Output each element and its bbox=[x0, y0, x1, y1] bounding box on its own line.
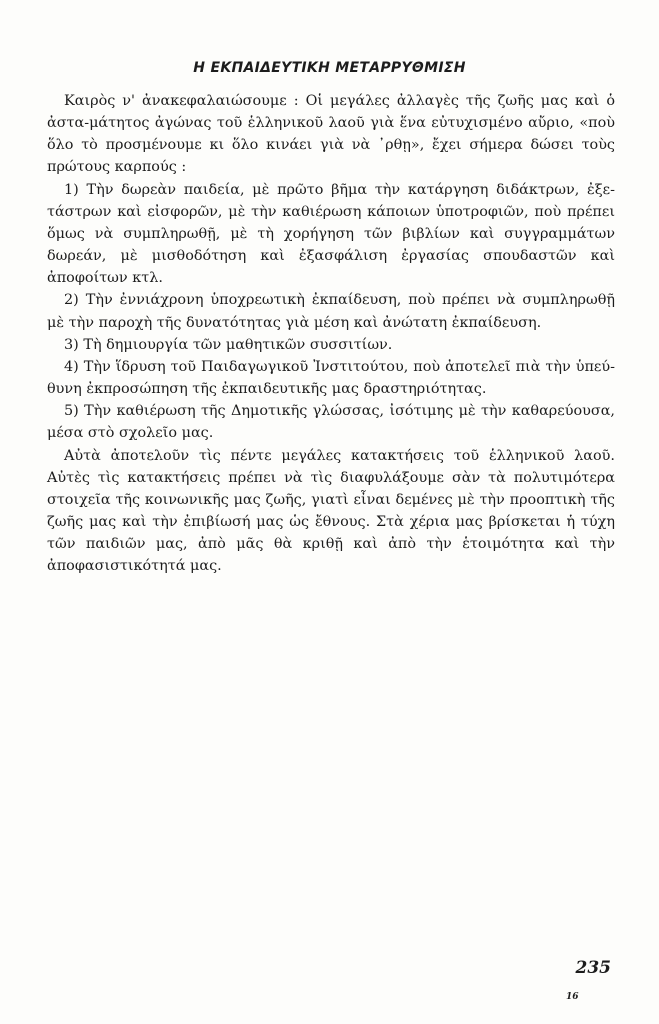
page-title: Η ΕΚΠΑΙΔΕΥΤΙΚΗ ΜΕΤΑΡΡΥΘΜΙΣΗ bbox=[193, 60, 466, 76]
paragraph-item-4: 4) Τὴν ἵδρυση τοῦ Παιδαγωγικοῦ Ἰνστιτούτου, ποὺ ἀποτελεῖ πιὰ τὴν ὑπεύ-θυνη ἐκπροσώπηση τῆς ἐκπαιδευτικῆς μας δραστηριότητας. bbox=[47, 358, 615, 398]
body-text bbox=[47, 90, 615, 577]
paragraph-item-5: 5) Τὴν καθιέρωση τῆς Δημοτικῆς γλώσσας, ἰσότιμης μὲ τὴν καθαρεύουσα, μέσα στὸ σχολεῖο μας. bbox=[47, 403, 615, 442]
paragraph-intro: Καιρὸς ν' ἀνακεφαλαιώσουμε : Οἱ μεγάλες ἀλλαγὲς τῆς ζωῆς μας καὶ ὁ ἀστα-μάτητος ἀγώνας τοῦ ἑλληνικοῦ λαοῦ γιὰ ἕνα εὐτυχισμένο αὔριο, «ποὺ ὅλο τὸ προσμένουμε κι ὅλο κινάει γιὰ νὰ ᾽ρθῃ», ἔχει σήμερα δώσει τοὺς πρώτους καρπούς : bbox=[47, 93, 615, 176]
paragraph-item-1: 1) Τὴν δωρεὰν παιδεία, μὲ πρῶτο βῆμα τὴν κατάργηση διδάκτρων, ἐξε-τάστρων καὶ εἰσφορῶν, μὲ τὴν καθιέρωση κάποιων ὑποτροφιῶν, ποὺ πρέπει ὅμως νὰ συμπληρωθῇ, μὲ τὴ χορήγηση τῶν βιβλίων καὶ συγγραμμάτων δωρεάν, μὲ μισθοδότηση καὶ ἐξασφάλιση ἐργασίας σπουδαστῶν καὶ ἀποφοίτων κτλ. bbox=[47, 181, 615, 287]
paragraph-item-3: 3) Τὴ δημιουργία τῶν μαθητικῶν συσσιτίων. bbox=[64, 336, 393, 353]
signature-mark: 16 bbox=[566, 992, 579, 1002]
page-number: 235 bbox=[575, 958, 611, 978]
paragraph-conclusion: Αὐτὰ ἀποτελοῦν τὶς πέντε μεγάλες κατακτήσεις τοῦ ἑλληνικοῦ λαοῦ. Αὐτὲς τὶς κατακτήσεις πρέπει νὰ τὶς διαφυλάξουμε σὰν τὰ πολυτιμότερα στοιχεῖα τῆς κοινωνικῆς μας ζωῆς, γιατὶ εἶναι δεμένες μὲ τὴν προοπτικὴ τῆς ζωῆς μας καὶ τὴν ἐπιβίωσή μας ὡς ἔθνους. Στὰ χέρια μας βρίσκεται ἡ τύχη τῶν παιδιῶν μας, ἀπὸ μᾶς θὰ κριθῇ καὶ ἀπὸ τὴν ἑτοιμότητα καὶ τὴν ἀποφασιστικότητά μας. bbox=[47, 447, 615, 575]
paragraph-item-2: 2) Τὴν ἐννιάχρονη ὑποχρεωτικὴ ἐκπαίδευση, ποὺ πρέπει νὰ συμπληρωθῇ μὲ τὴν παροχὴ τῆς δυνατότητας γιὰ μέση καὶ ἀνώτατη ἐκπαίδευση. bbox=[47, 292, 615, 331]
